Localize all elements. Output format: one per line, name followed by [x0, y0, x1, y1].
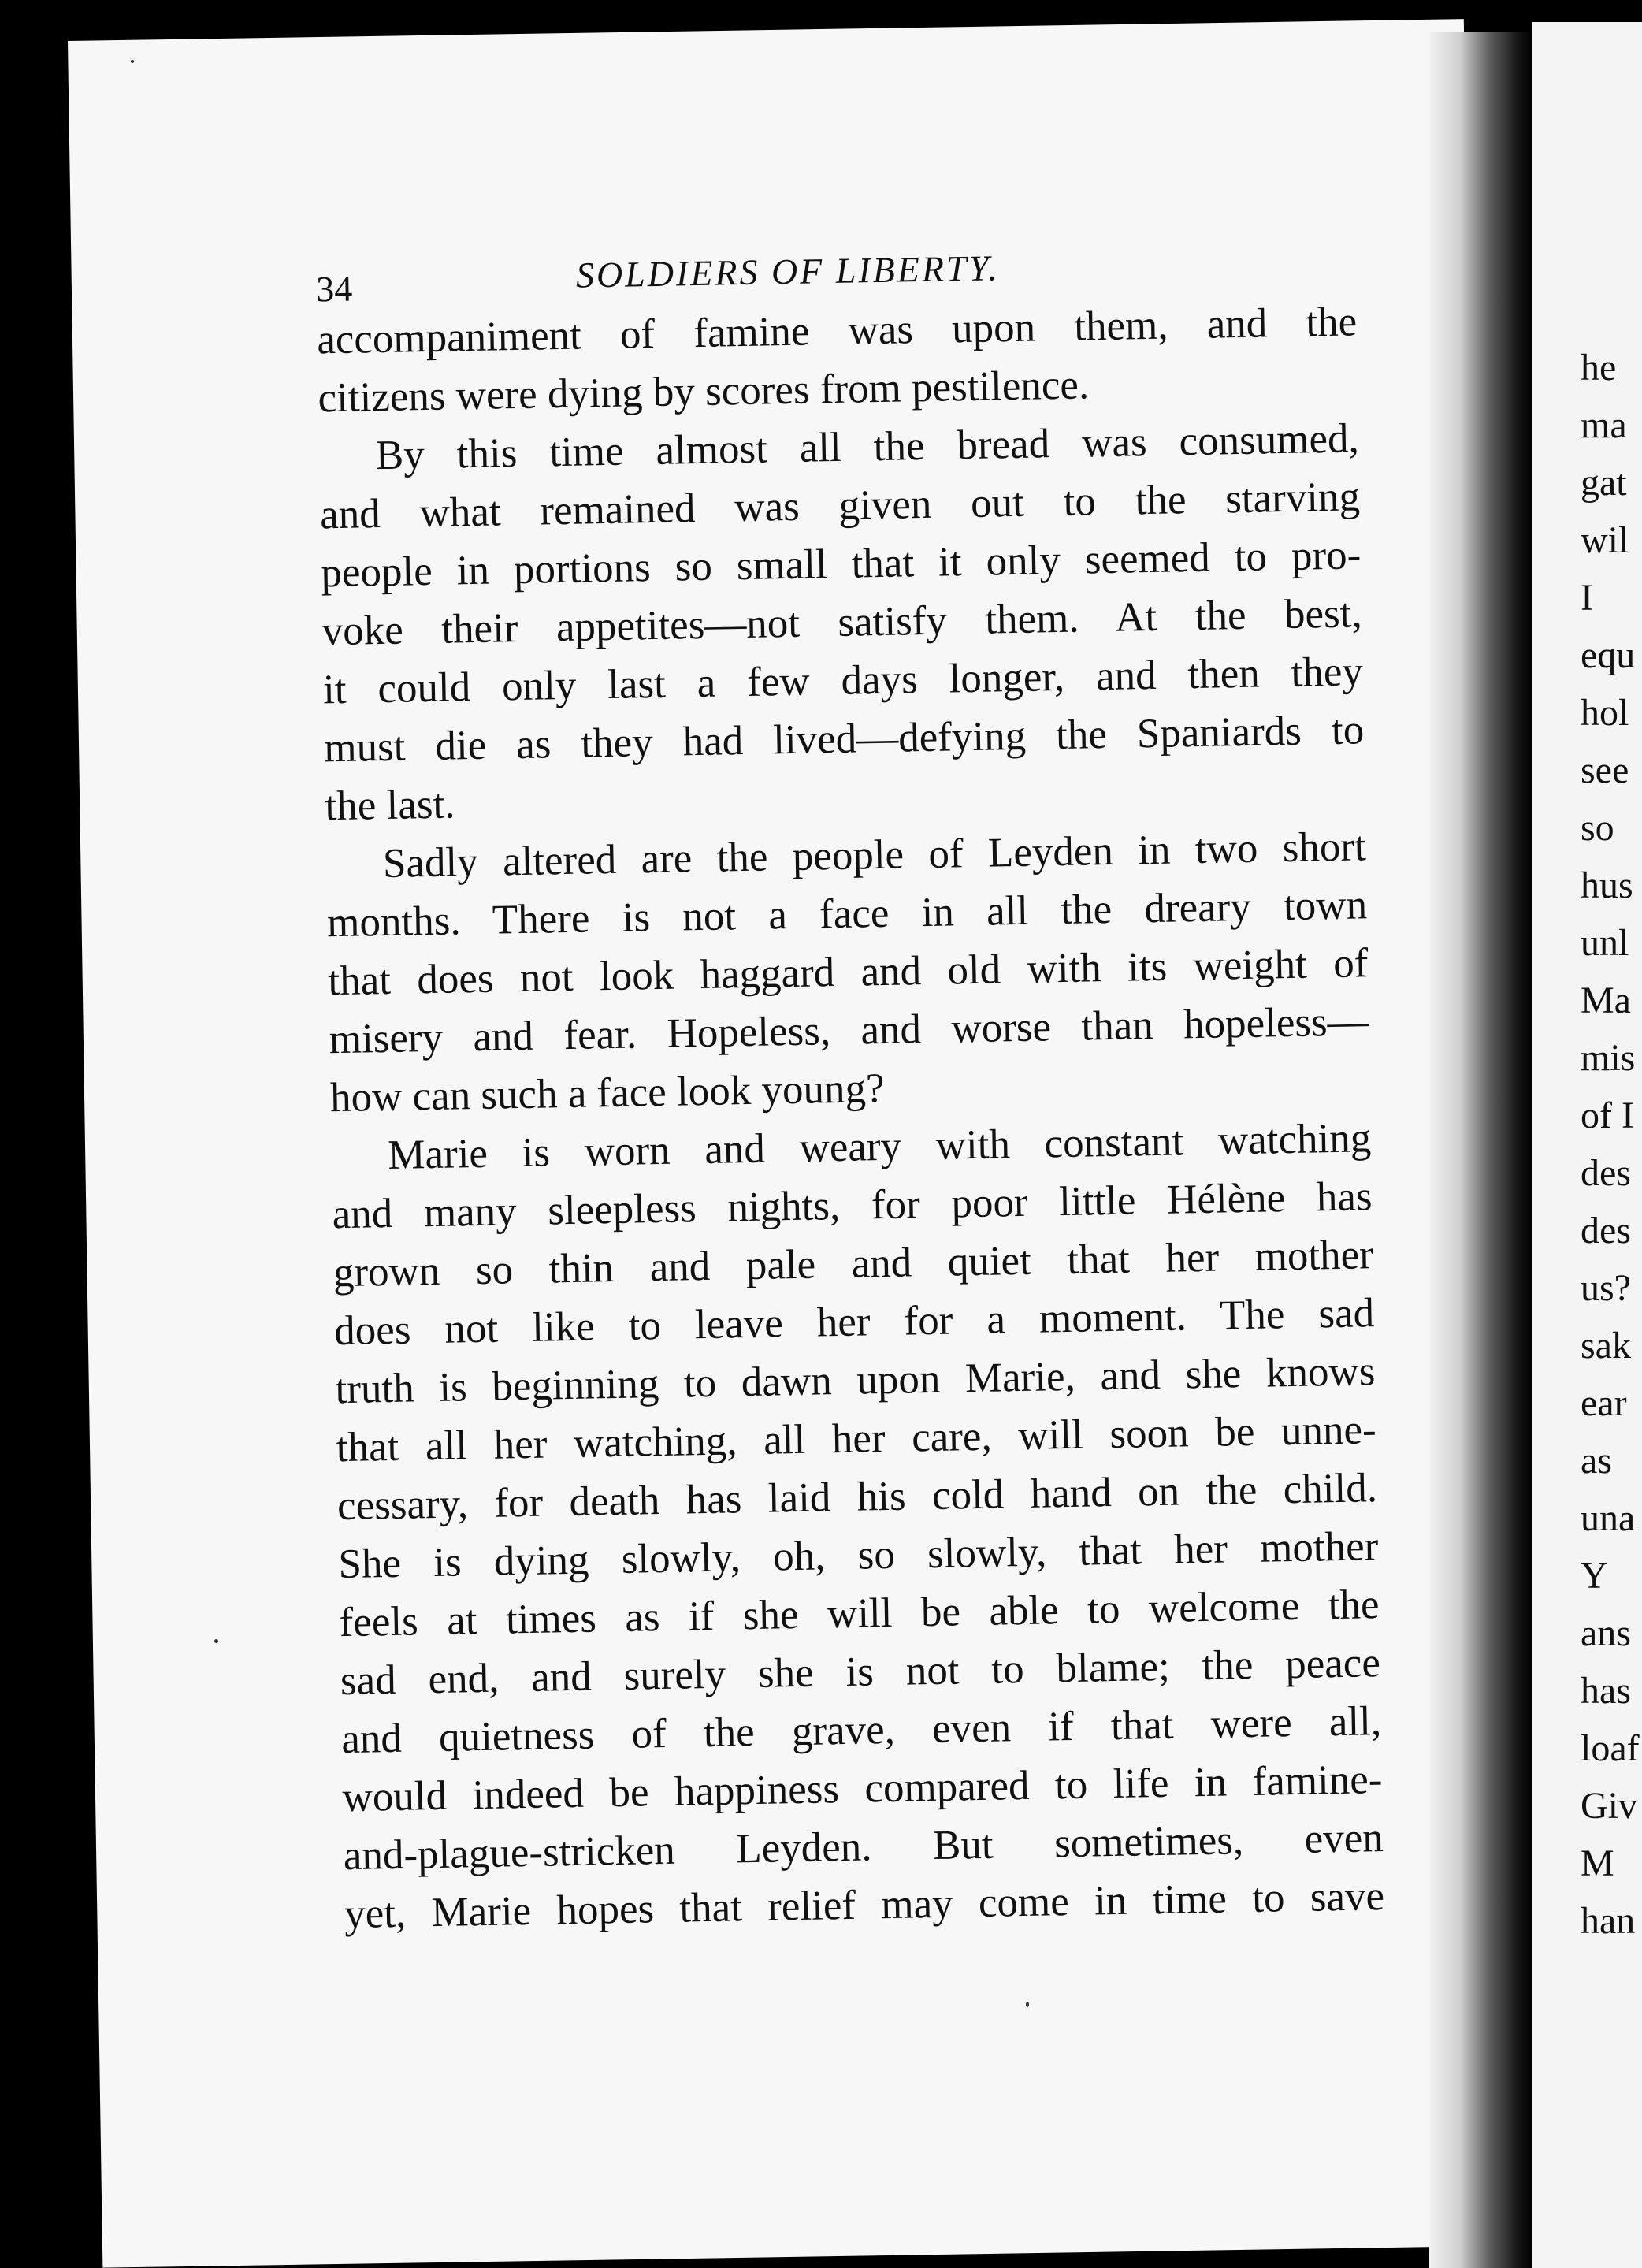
facing-line-fragment: M	[1581, 1842, 1614, 1884]
facing-line-fragment: mis	[1581, 1037, 1636, 1079]
running-title: SOLDIERS OF LIBERTY.	[575, 247, 1000, 296]
facing-line-fragment: des	[1581, 1152, 1631, 1194]
text-line: and-plague-stricken Leyden. But sometimes, even	[343, 1815, 1384, 1879]
text-line: that all her watching, all her care, will soon be unne-	[336, 1407, 1377, 1471]
text-line: would indeed be happiness compared to life in famine-	[342, 1757, 1383, 1821]
text-line: the last.	[325, 781, 455, 830]
text-line: people in portions so small that it only seemed to pro-	[320, 532, 1362, 597]
facing-page-text	[1581, 339, 1640, 1950]
facing-line-fragment: equ	[1581, 634, 1636, 676]
facing-line-fragment: unl	[1581, 922, 1629, 964]
facing-line-fragment: hol	[1581, 692, 1629, 734]
facing-line-fragment: ear	[1581, 1382, 1627, 1424]
text-line: and what remained was given out to the starving	[319, 474, 1361, 538]
text-line: does not like to leave her for a moment. The sad	[333, 1290, 1375, 1355]
facing-line-fragment: sak	[1581, 1325, 1631, 1366]
facing-line-fragment: Y	[1581, 1555, 1608, 1597]
facing-line-fragment: see	[1581, 749, 1629, 791]
text-line: grown so thin and pale and quiet that her mother	[332, 1232, 1374, 1296]
page-speck	[214, 1639, 218, 1643]
facing-line-fragment: des	[1581, 1210, 1631, 1251]
text-line: Marie is worn and weary with constant watching	[387, 1115, 1372, 1178]
text-line: truth is beginning to dawn upon Marie, and she knows	[335, 1348, 1376, 1413]
facing-line-fragment: us?	[1581, 1267, 1631, 1309]
facing-line-fragment: wil	[1581, 519, 1629, 561]
text-line: and quietness of the grave, even if that were all,	[340, 1698, 1382, 1763]
text-line: She is dying slowly, oh, so slowly, that her mother	[337, 1523, 1379, 1588]
text-line: accompaniment of famine was upon them, and the	[316, 299, 1358, 363]
text-line: must die as they had lived—defying the Spaniards to	[323, 707, 1365, 771]
facing-line-fragment: Ma	[1581, 980, 1631, 1021]
page-content	[244, 217, 1417, 1945]
facing-line-fragment: so	[1581, 807, 1614, 849]
text-line: and many sleepless nights, for poor little Hélène has	[332, 1173, 1373, 1238]
text-line: citizens were dying by scores from pestilence.	[318, 362, 1090, 422]
facing-line-fragment: of I	[1581, 1095, 1634, 1136]
page-speck	[1026, 2002, 1029, 2007]
text-line: months. There is not a face in all the dreary town	[326, 882, 1368, 946]
facing-line-fragment: as	[1581, 1440, 1612, 1482]
book-gutter	[1429, 32, 1532, 2268]
text-line: it could only last a few days longer, and then they	[322, 649, 1364, 713]
facing-line-fragment: Giv	[1581, 1785, 1637, 1827]
text-line: misery and fear. Hopeless, and worse than hopeless—	[329, 998, 1370, 1063]
facing-line-fragment: han	[1581, 1900, 1636, 1942]
text-line: By this time almost all the bread was consumed,	[375, 415, 1360, 479]
facing-line-fragment: hus	[1581, 864, 1633, 906]
text-line: Sadly altered are the people of Leyden in two short	[382, 824, 1367, 887]
facing-line-fragment: gat	[1581, 462, 1627, 504]
text-line: that does not look haggard and old with its weight of	[328, 940, 1369, 1005]
page-speck	[131, 60, 134, 63]
text-line: yet, Marie hopes that relief may come in time to save	[344, 1873, 1385, 1938]
facing-line-fragment: ans	[1581, 1612, 1631, 1654]
facing-line-fragment: una	[1581, 1497, 1636, 1539]
text-line: sad end, and surely she is not to blame; the peace	[340, 1640, 1381, 1705]
body-text	[317, 292, 1385, 1943]
facing-line-fragment: has	[1581, 1670, 1631, 1712]
facing-line-fragment: he	[1581, 347, 1617, 389]
page-number: 34	[315, 268, 353, 310]
text-line: how can such a face look young?	[329, 1065, 885, 1121]
facing-line-fragment: I	[1581, 577, 1593, 619]
facing-line-fragment: loaf	[1581, 1727, 1640, 1769]
text-line: voke their appetites—not satisfy them. At the best,	[321, 590, 1363, 655]
facing-line-fragment: ma	[1581, 404, 1627, 446]
text-line: feels at times as if she will be able to welcome the	[339, 1582, 1380, 1646]
text-line: cessary, for death has laid his cold hand on the child.	[336, 1465, 1378, 1530]
